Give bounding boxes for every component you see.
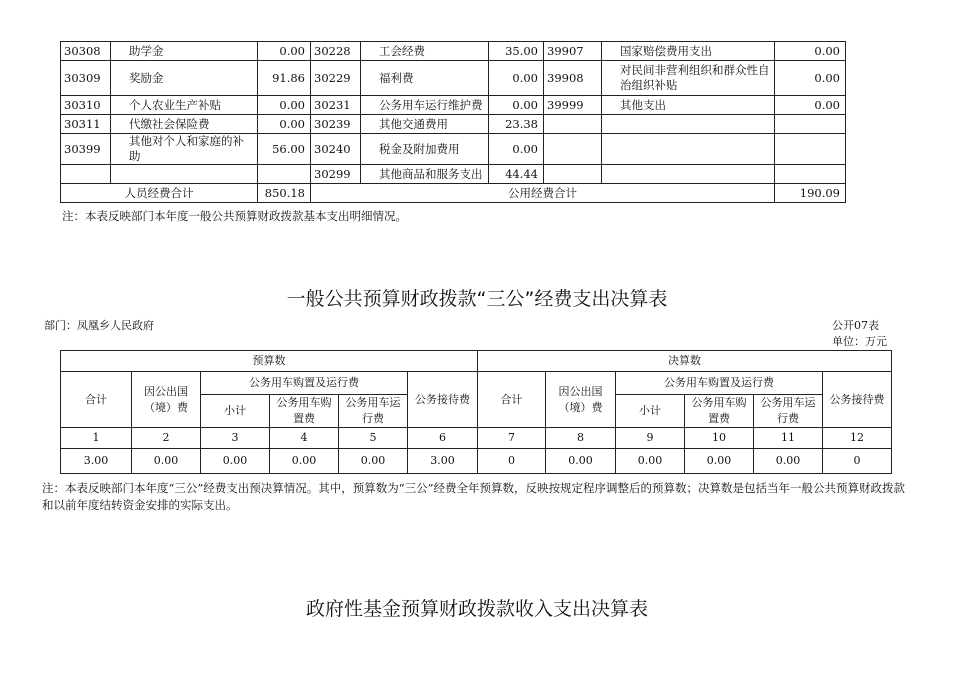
cell-name-3 — [602, 165, 775, 184]
cell-amount-2: 0.00 — [489, 96, 544, 115]
basic-expenditure-detail-table — [60, 41, 846, 203]
cell-amount-3 — [775, 115, 846, 134]
actual-reception-header: 公务接待费 — [823, 372, 892, 428]
personnel-total-value: 850.18 — [258, 184, 311, 203]
actual-abroad-header: 因公出国（境）费 — [546, 372, 616, 428]
department-label: 部门：凤凰乡人民政府 — [44, 319, 154, 332]
cell-name-2: 其他交通费用 — [361, 115, 489, 134]
table-row — [61, 42, 846, 61]
table-code: 公开07表 — [832, 319, 879, 332]
three-public-title: 一般公共预算财政拨款“三公”经费支出决算表 — [286, 288, 668, 310]
cell-code-2: 30239 — [311, 115, 361, 134]
column-number-cell: 10 — [685, 428, 754, 449]
cell-code-2: 30240 — [311, 134, 361, 165]
three-public-table — [60, 350, 892, 474]
column-number-cell: 7 — [478, 428, 546, 449]
cell-name-1: 代缴社会保险费 — [111, 115, 258, 134]
cell-name-2: 其他商品和服务支出 — [361, 165, 489, 184]
public-total-label: 公用经费合计 — [311, 184, 775, 203]
cell-amount-2: 23.38 — [489, 115, 544, 134]
cell-code-1 — [61, 165, 111, 184]
cell-name-1: 其他对个人和家庭的补助 — [111, 134, 258, 165]
cell-code-2: 30299 — [311, 165, 361, 184]
cell-code-1: 30309 — [61, 61, 111, 96]
cell-code-3: 39908 — [544, 61, 602, 96]
column-number-cell: 6 — [408, 428, 478, 449]
column-number-cell: 8 — [546, 428, 616, 449]
table-row — [61, 115, 846, 134]
budget-total-header: 合计 — [61, 372, 132, 428]
column-number-cell: 9 — [616, 428, 685, 449]
table-row — [61, 134, 846, 165]
column-number-cell: 5 — [339, 428, 408, 449]
column-number-cell: 11 — [754, 428, 823, 449]
cell-name-1 — [111, 165, 258, 184]
cell-name-3 — [602, 134, 775, 165]
actual-group-header: 决算数 — [478, 351, 892, 372]
cell-amount-2: 44.44 — [489, 165, 544, 184]
cell-code-1: 30310 — [61, 96, 111, 115]
cell-amount-1: 0.00 — [258, 115, 311, 134]
cell-name-3: 国家赔偿费用支出 — [602, 42, 775, 61]
budget-subtotal-header: 小计 — [201, 395, 270, 428]
cell-name-1: 奖励金 — [111, 61, 258, 96]
cell-name-3: 其他支出 — [602, 96, 775, 115]
cell-name-2: 税金及附加费用 — [361, 134, 489, 165]
cell-amount-3: 0.00 — [775, 96, 846, 115]
budget-vehicle-group-header: 公务用车购置及运行费 — [201, 372, 408, 395]
value-cell: 0.00 — [616, 449, 685, 474]
cell-code-1: 30308 — [61, 42, 111, 61]
cell-name-3: 对民间非营利组织和群众性自治组织补贴 — [602, 61, 775, 96]
value-cell: 0 — [823, 449, 892, 474]
budget-vehicle-operation-header: 公务用车运行费 — [339, 395, 408, 428]
column-number-cell: 1 — [61, 428, 132, 449]
cell-amount-3 — [775, 165, 846, 184]
budget-vehicle-purchase-header: 公务用车购置费 — [270, 395, 339, 428]
actual-vehicle-purchase-header: 公务用车购置费 — [685, 395, 754, 428]
budget-reception-header: 公务接待费 — [408, 372, 478, 428]
value-cell: 0.00 — [132, 449, 201, 474]
cell-amount-2: 0.00 — [489, 61, 544, 96]
cell-code-3: 39999 — [544, 96, 602, 115]
value-cell: 3.00 — [61, 449, 132, 474]
cell-amount-1: 56.00 — [258, 134, 311, 165]
value-row — [61, 449, 892, 474]
cell-name-3 — [602, 115, 775, 134]
value-cell: 0.00 — [270, 449, 339, 474]
personnel-total-label: 人员经费合计 — [61, 184, 258, 203]
gov-fund-title: 政府性基金预算财政拨款收入支出决算表 — [305, 598, 648, 620]
cell-code-1: 30399 — [61, 134, 111, 165]
value-cell: 0 — [478, 449, 546, 474]
cell-name-1: 助学金 — [111, 42, 258, 61]
three-public-note: 注：本表反映部门本年度“三公”经费支出预决算情况。其中，预算数为“三公”经费全年预算数，反映按规定程序调整后的预算数；决算数是包括当年一般公共预算财政拨款和以前年度结转资金安排的实际支出。 — [42, 481, 906, 512]
budget-group-header: 预算数 — [61, 351, 478, 372]
detail-table-note: 注：本表反映部门本年度一般公共预算财政拨款基本支出明细情况。 — [62, 209, 407, 223]
cell-amount-3 — [775, 134, 846, 165]
cell-amount-3: 0.00 — [775, 42, 846, 61]
cell-amount-1: 0.00 — [258, 42, 311, 61]
cell-amount-1: 0.00 — [258, 96, 311, 115]
cell-code-3 — [544, 115, 602, 134]
table-row — [61, 61, 846, 96]
actual-total-header: 合计 — [478, 372, 546, 428]
table-row — [61, 165, 846, 184]
public-total-value: 190.09 — [775, 184, 846, 203]
table-row — [61, 96, 846, 115]
cell-amount-2: 35.00 — [489, 42, 544, 61]
cell-code-3: 39907 — [544, 42, 602, 61]
cell-amount-3: 0.00 — [775, 61, 846, 96]
cell-amount-2: 0.00 — [489, 134, 544, 165]
column-number-cell: 3 — [201, 428, 270, 449]
value-cell: 3.00 — [408, 449, 478, 474]
cell-amount-1: 91.86 — [258, 61, 311, 96]
column-number-cell: 2 — [132, 428, 201, 449]
cell-name-2: 福利费 — [361, 61, 489, 96]
value-cell: 0.00 — [339, 449, 408, 474]
cell-amount-1 — [258, 165, 311, 184]
column-number-cell: 4 — [270, 428, 339, 449]
unit-label: 单位：万元 — [832, 335, 887, 348]
actual-subtotal-header: 小计 — [616, 395, 685, 428]
value-cell: 0.00 — [201, 449, 270, 474]
cell-code-3 — [544, 134, 602, 165]
budget-abroad-header: 因公出国（境）费 — [132, 372, 201, 428]
value-cell: 0.00 — [754, 449, 823, 474]
value-cell: 0.00 — [546, 449, 616, 474]
cell-name-2: 公务用车运行维护费 — [361, 96, 489, 115]
totals-row — [61, 184, 846, 203]
value-cell: 0.00 — [685, 449, 754, 474]
cell-code-2: 30229 — [311, 61, 361, 96]
cell-code-2: 30231 — [311, 96, 361, 115]
cell-name-1: 个人农业生产补贴 — [111, 96, 258, 115]
actual-vehicle-operation-header: 公务用车运行费 — [754, 395, 823, 428]
cell-code-2: 30228 — [311, 42, 361, 61]
column-number-row — [61, 428, 892, 449]
cell-code-1: 30311 — [61, 115, 111, 134]
column-number-cell: 12 — [823, 428, 892, 449]
actual-vehicle-group-header: 公务用车购置及运行费 — [616, 372, 823, 395]
cell-name-2: 工会经费 — [361, 42, 489, 61]
cell-code-3 — [544, 165, 602, 184]
